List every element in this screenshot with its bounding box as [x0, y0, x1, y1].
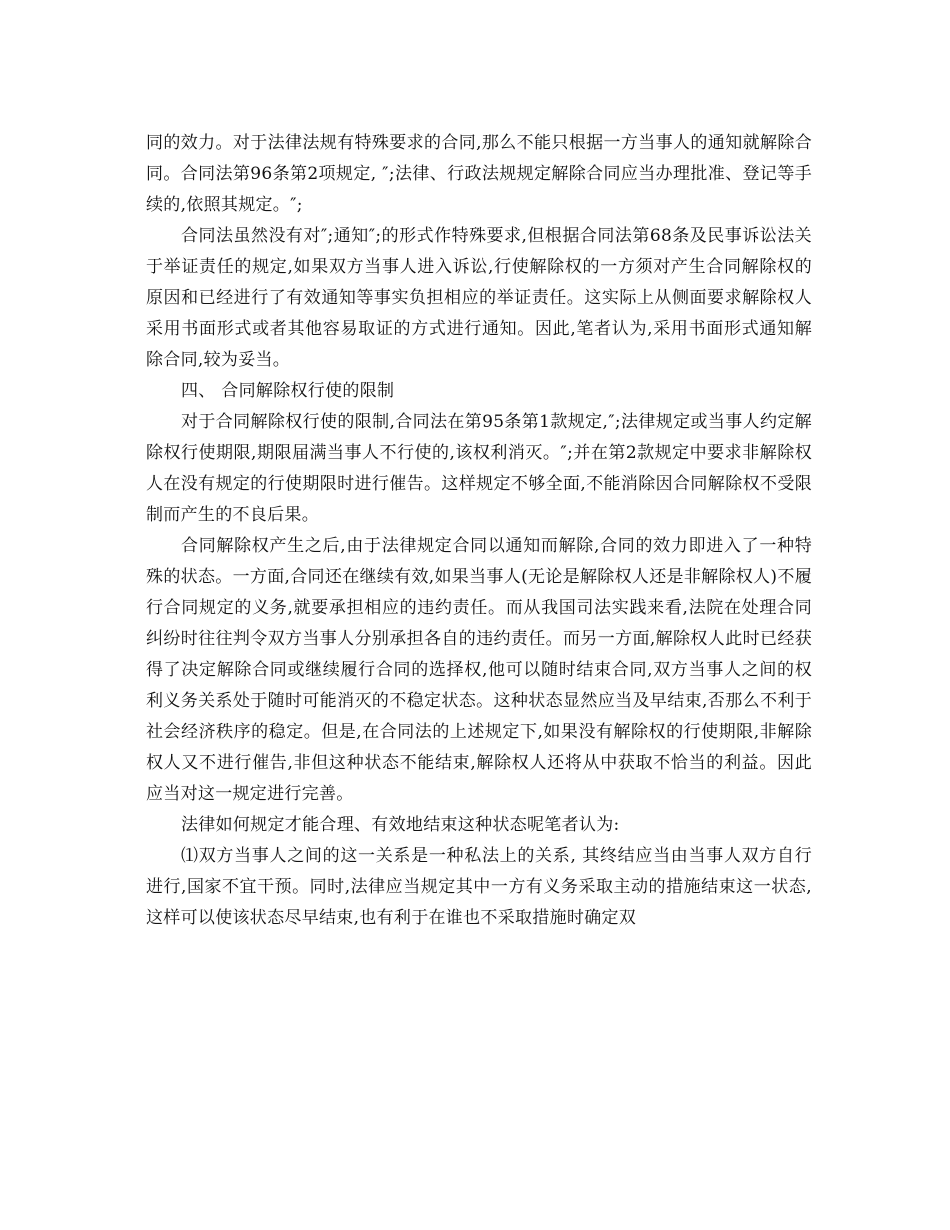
paragraph-restriction: 对于合同解除权行使的限制,合同法在第95条第1款规定,″;法律规定或当事人约定解除权行使期限,期限届满当事人不行使的,该权利消灭。″;并在第2款规定中要求非解除权人在没有规定的行使期限时进行催告。这样规定不够全面,不能消除因合同解除权不受限制而产生的不良后果。 — [146, 412, 812, 525]
paragraph-notice-form: 合同法虽然没有对″;通知″;的形式作特殊要求,但根据合同法第68条及民事诉讼法关于举证责任的规定,如果双方当事人进入诉讼,行使解除权的一方须对产生合同解除权的原因和已经进行了有效通知等事实负担相应的举证责任。这实际上从侧面要求解除权人采用书面形式或者其他容易取证的方式进行通知。因此,笔者认为,采用书面形式通知解除合同,较为妥当。 — [146, 226, 812, 370]
paragraph-continuation: 同的效力。对于法律法规有特殊要求的合同,那么不能只根据一方当事人的通知就解除合同。合同法第96条第2项规定, ″;法律、行政法规规定解除合同应当办理批准、登记等手续的,依照其规定。″; — [146, 133, 812, 215]
section-heading: 四、 合同解除权行使的限制 — [181, 381, 395, 401]
document-body — [146, 128, 812, 934]
paragraph-point-one: ⑴双方当事人之间的这一关系是一种私法上的关系, 其终结应当由当事人双方自行进行,国家不宜干预。同时,法律应当规定其中一方有义务采取主动的措施结束这一状态,这样可以使该状态尽早结束,也有利于在谁也不采取措施时确定双 — [146, 846, 812, 928]
paragraph-question: 法律如何规定才能合理、有效地结束这种状态呢笔者认为: — [181, 815, 620, 835]
paragraph-special-state: 合同解除权产生之后,由于法律规定合同以通知而解除,合同的效力即进入了一种特殊的状态。一方面,合同还在继续有效,如果当事人(无论是解除权人还是非解除权人)不履行合同规定的义务,就要承担相应的违约责任。而从我国司法实践来看,法院在处理合同纠纷时往往判令双方当事人分别承担各自的违约责任。而另一方面,解除权人此时已经获得了决定解除合同或继续履行合同的选择权,他可以随时结束合同,双方当事人之间的权利义务关系处于随时可能消灭的不稳定状态。这种状态显然应当及早结束,否那么不利于社会经济秩序的稳定。但是,在合同法的上述规定下,如果没有解除权的行使期限,非解除权人又不进行催告,非但这种状态不能结束,解除权人还将从中获取不恰当的利益。因此应当对这一规定进行完善。 — [146, 536, 812, 804]
